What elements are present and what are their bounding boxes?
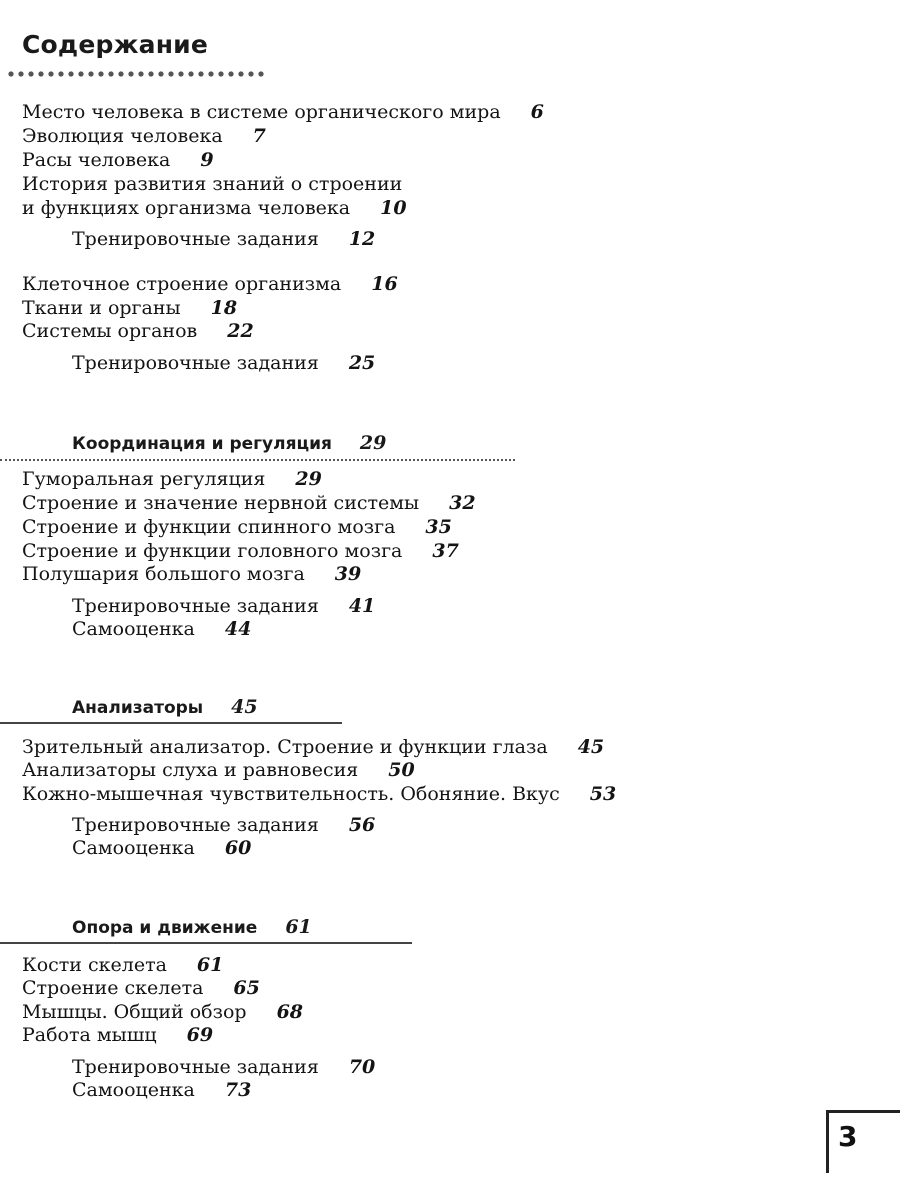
- entry-page: 44: [224, 618, 252, 640]
- toc-entry[interactable]: [22, 296, 237, 320]
- entry-title: Зрительный анализатор. Строение и функции глаза: [22, 736, 548, 758]
- entry-page: 7: [252, 125, 266, 147]
- entry-title: Самооценка: [72, 618, 195, 640]
- toc-entry[interactable]: [22, 735, 604, 759]
- entry-page: 56: [348, 814, 376, 836]
- entry-title: Тренировочные задания: [72, 595, 319, 617]
- section-page: 45: [231, 696, 258, 718]
- entry-title: Полушария большого мозга: [22, 563, 305, 585]
- toc-sub-entry[interactable]: [72, 227, 375, 251]
- toc-entry[interactable]: [22, 467, 322, 491]
- entry-title: Ткани и органы: [22, 297, 181, 319]
- entry-title: Строение и функции головного мозга: [22, 540, 403, 562]
- page-number: 3: [838, 1120, 858, 1153]
- toc-entry[interactable]: [22, 758, 415, 782]
- entry-title: Тренировочные задания: [72, 814, 319, 836]
- entry-title: Клеточное строение организма: [22, 273, 342, 295]
- entry-title: Гуморальная регуляция: [22, 468, 266, 490]
- section-page: 61: [285, 916, 312, 938]
- title-dotted-rule: [6, 70, 268, 78]
- entry-title: Кожно-мышечная чувствительность. Обоняние. Вкус: [22, 783, 560, 805]
- toc-entry[interactable]: [22, 539, 459, 563]
- entry-title: Тренировочные задания: [72, 228, 319, 250]
- entry-page: 6: [530, 101, 544, 123]
- entry-title: Строение скелета: [22, 977, 204, 999]
- section-rule: [0, 722, 342, 724]
- entry-page: 65: [233, 977, 260, 999]
- entry-title: Строение и значение нервной системы: [22, 492, 420, 514]
- toc-sub-entry[interactable]: [72, 813, 375, 837]
- toc-title: Содержание: [22, 30, 209, 59]
- entry-page: 22: [227, 320, 254, 342]
- entry-page: 61: [196, 954, 224, 976]
- entry-page: 50: [388, 759, 415, 781]
- entry-title: Системы органов: [22, 320, 198, 342]
- entry-page: 73: [224, 1079, 252, 1101]
- section-heading-coordination[interactable]: [72, 432, 386, 455]
- entry-page: 16: [371, 273, 398, 295]
- entry-page: 39: [334, 563, 362, 585]
- entry-title: Тренировочные задания: [72, 352, 319, 374]
- entry-title-line-1: История развития знаний о строении: [22, 173, 403, 195]
- toc-entry[interactable]: [22, 124, 266, 148]
- toc-entry[interactable]: [22, 100, 544, 124]
- entry-title: Самооценка: [72, 837, 195, 859]
- entry-page: 29: [295, 468, 322, 490]
- entry-title: Тренировочные задания: [72, 1056, 319, 1078]
- section-title: Анализаторы: [72, 698, 204, 718]
- section-heading-support-movement[interactable]: [72, 916, 312, 939]
- toc-entry[interactable]: [22, 148, 214, 172]
- entry-title: Самооценка: [72, 1079, 195, 1101]
- entry-title: Кости скелета: [22, 954, 167, 976]
- entry-page: 60: [224, 837, 252, 859]
- entry-page: 37: [432, 540, 459, 562]
- entry-page: 68: [276, 1001, 304, 1023]
- toc-sub-entry[interactable]: [72, 594, 375, 618]
- toc-entry[interactable]: [22, 953, 223, 977]
- entry-page: 69: [186, 1024, 214, 1046]
- toc-entry[interactable]: [22, 1000, 303, 1024]
- entry-page: 70: [348, 1056, 376, 1078]
- section-heading-analyzers[interactable]: [72, 696, 258, 719]
- section-rule: [0, 459, 515, 461]
- section-title: Координация и регуляция: [72, 434, 332, 454]
- toc-entry[interactable]: [22, 782, 616, 806]
- toc-entry[interactable]: [22, 319, 254, 343]
- toc-entry[interactable]: [22, 272, 398, 296]
- entry-page: 9: [200, 149, 214, 171]
- toc-sub-entry[interactable]: [72, 836, 251, 860]
- entry-title: Расы человека: [22, 149, 171, 171]
- entry-page: 12: [348, 228, 376, 250]
- section-title: Опора и движение: [72, 918, 258, 938]
- toc-entry[interactable]: [22, 491, 476, 515]
- entry-page: 10: [380, 197, 407, 219]
- entry-page: 35: [425, 516, 452, 538]
- entry-title: Эволюция человека: [22, 125, 223, 147]
- toc-entry[interactable]: [22, 976, 260, 1000]
- entry-title: Работа мышц: [22, 1024, 157, 1046]
- toc-sub-entry[interactable]: [72, 1078, 251, 1102]
- entry-title-line-2: и функциях организма человека: [22, 197, 351, 219]
- toc-entry[interactable]: [22, 172, 407, 220]
- entry-title: Анализаторы слуха и равновесия: [22, 759, 359, 781]
- entry-title: Место человека в системе органического мира: [22, 101, 501, 123]
- entry-page: 53: [589, 783, 617, 805]
- toc-sub-entry[interactable]: [72, 1055, 375, 1079]
- toc-entry[interactable]: [22, 1023, 213, 1047]
- entry-title: Мышцы. Общий обзор: [22, 1001, 247, 1023]
- entry-page: 18: [210, 297, 238, 319]
- entry-page: 25: [348, 352, 376, 374]
- toc-entry[interactable]: [22, 515, 452, 539]
- section-rule: [0, 942, 412, 944]
- toc-sub-entry[interactable]: [72, 617, 251, 641]
- section-page: 29: [359, 432, 387, 454]
- toc-entry[interactable]: [22, 562, 361, 586]
- entry-title: Строение и функции спинного мозга: [22, 516, 396, 538]
- entry-page: 45: [577, 736, 605, 758]
- entry-page: 32: [449, 492, 476, 514]
- entry-page: 41: [348, 595, 376, 617]
- toc-sub-entry[interactable]: [72, 351, 375, 375]
